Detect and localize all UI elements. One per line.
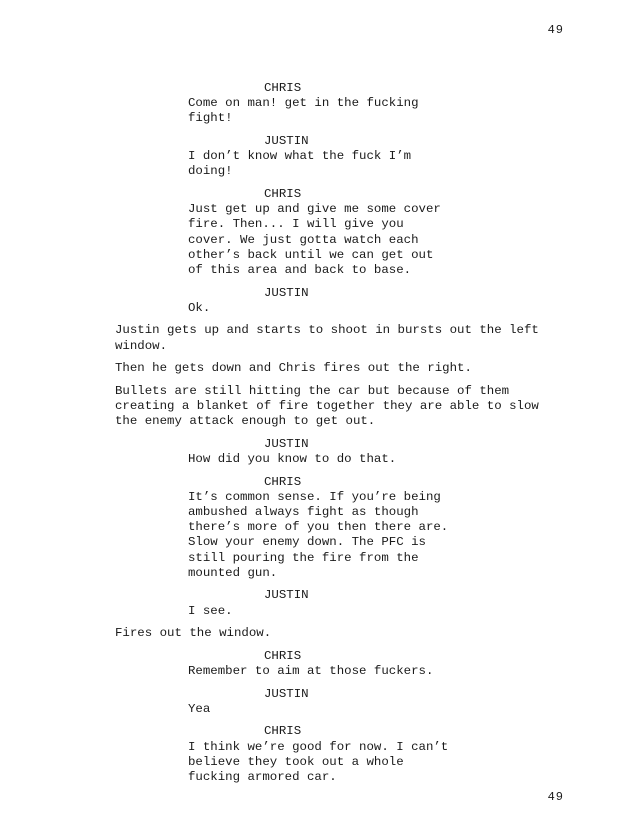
dialogue-block bbox=[0, 437, 638, 467]
action-block bbox=[0, 626, 638, 641]
dialogue-block bbox=[0, 649, 638, 679]
dialogue-line: cover. We just gotta watch each bbox=[188, 232, 419, 247]
character-name: CHRIS bbox=[264, 474, 302, 489]
page-number-top: 49 bbox=[547, 23, 564, 37]
character-name: CHRIS bbox=[264, 724, 302, 739]
action-line: Then he gets down and Chris fires out the right. bbox=[115, 361, 472, 376]
dialogue-line: mounted gun. bbox=[188, 565, 278, 580]
character-name: JUSTIN bbox=[264, 285, 309, 300]
character-name: JUSTIN bbox=[264, 134, 309, 148]
character-name: CHRIS bbox=[264, 81, 302, 95]
dialogue-block bbox=[0, 187, 638, 278]
dialogue-line: fire. Then... I will give you bbox=[188, 217, 404, 232]
dialogue-block bbox=[0, 475, 638, 581]
dialogue-line: Just get up and give me some cover bbox=[188, 202, 441, 217]
dialogue-line: Ok. bbox=[188, 300, 211, 315]
dialogue-line: ambushed always fight as though bbox=[188, 505, 419, 519]
action-line: window. bbox=[115, 338, 168, 353]
dialogue-block bbox=[0, 724, 638, 785]
character-name: JUSTIN bbox=[264, 436, 309, 451]
dialogue-line: I think we’re good for now. I can’t bbox=[188, 739, 449, 754]
dialogue-block bbox=[0, 134, 638, 180]
dialogue-line: there’s more of you then there are. bbox=[188, 520, 449, 535]
dialogue-line: How did you know to do that. bbox=[188, 452, 397, 466]
action-block bbox=[0, 384, 638, 430]
action-line: Fires out the window. bbox=[115, 626, 272, 641]
dialogue-line: doing! bbox=[188, 164, 233, 179]
dialogue-line: of this area and back to base. bbox=[188, 263, 412, 278]
dialogue-line: Come on man! get in the fucking bbox=[188, 96, 419, 111]
action-block bbox=[0, 323, 638, 353]
action-line: Bullets are still hitting the car but because of them bbox=[115, 383, 510, 398]
dialogue-line: Yea bbox=[188, 701, 211, 716]
dialogue-line: I don’t know what the fuck I’m bbox=[188, 149, 412, 164]
character-name: JUSTIN bbox=[264, 686, 309, 701]
dialogue-block bbox=[0, 588, 638, 618]
dialogue-line: believe they took out a whole bbox=[188, 754, 404, 769]
action-line: Justin gets up and starts to shoot in bursts out the left bbox=[115, 323, 539, 338]
character-name: CHRIS bbox=[264, 648, 302, 663]
action-line: the enemy attack enough to get out. bbox=[115, 414, 376, 429]
action-block bbox=[0, 361, 638, 376]
dialogue-line: Remember to aim at those fuckers. bbox=[188, 664, 434, 678]
character-name: CHRIS bbox=[264, 187, 302, 201]
dialogue-block bbox=[0, 687, 638, 717]
action-line: creating a blanket of fire together they are able to slow bbox=[115, 399, 539, 413]
character-name: JUSTIN bbox=[264, 588, 309, 603]
dialogue-line: Slow your enemy down. The PFC is bbox=[188, 535, 426, 550]
page-number-bottom: 49 bbox=[547, 790, 564, 804]
dialogue-line: fight! bbox=[188, 111, 233, 126]
dialogue-block bbox=[0, 286, 638, 316]
screenplay-body bbox=[0, 81, 638, 793]
dialogue-line: still pouring the fire from the bbox=[188, 550, 419, 565]
dialogue-line: It’s common sense. If you’re being bbox=[188, 489, 441, 504]
dialogue-line: fucking armored car. bbox=[188, 770, 337, 784]
dialogue-line: I see. bbox=[188, 603, 233, 618]
dialogue-line: other’s back until we can get out bbox=[188, 247, 434, 262]
dialogue-block bbox=[0, 81, 638, 127]
